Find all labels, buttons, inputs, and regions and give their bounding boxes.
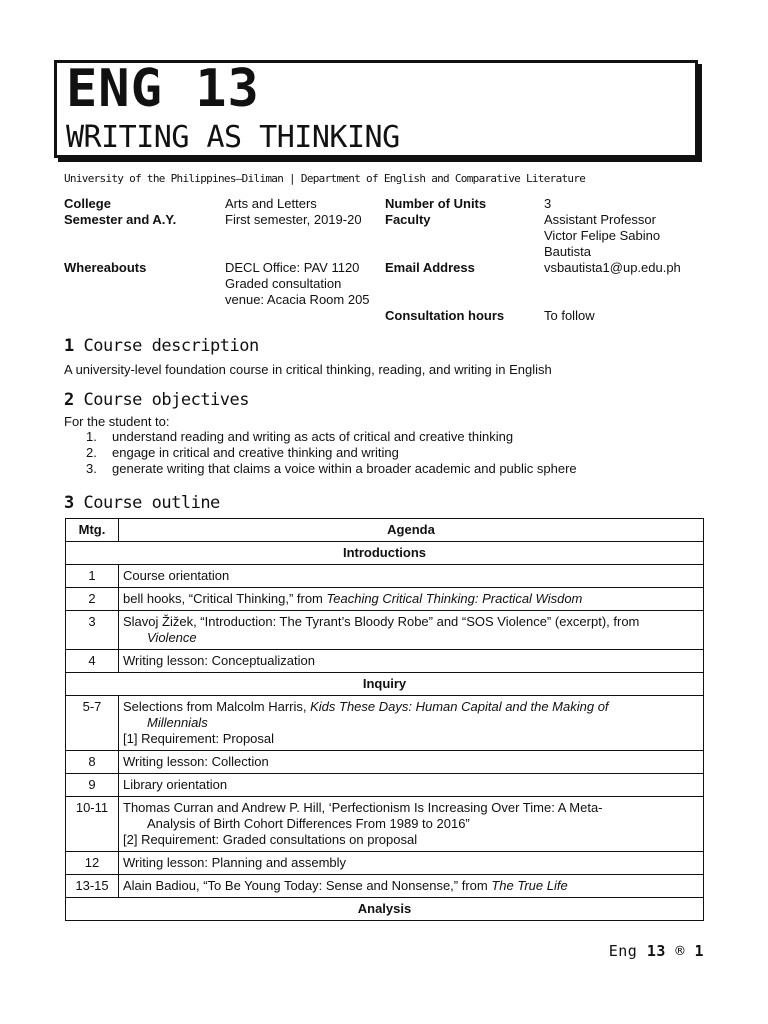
university-line: University of the Philippines—Diliman | Department of English and Comparative Literature — [64, 172, 586, 185]
course-title-box — [54, 60, 698, 158]
objective-item: 3. generate writing that claims a voice within a broader academic and public sphere — [86, 461, 577, 476]
table-row: 5-7 Selections from Malcolm Harris, Kids These Days: Human Capital and the Making of Millennials [1] Requirement: Proposal — [66, 696, 704, 751]
section-heading-objectives: 2 Course objectives — [64, 390, 249, 410]
table-row: 10-11 Thomas Curran and Andrew P. Hill, ‘Perfectionism Is Increasing Over Time: A Meta- Analysis of Birth Cohort Differences From 1989 to 2016” [2] Requirement: Graded consultations on proposal — [66, 797, 704, 852]
table-header-row — [66, 519, 704, 542]
objectives-list — [86, 429, 577, 477]
objective-item: 2. engage in critical and creative thinking and writing — [86, 445, 399, 460]
objective-item: 1. understand reading and writing as acts of critical and creative thinking — [86, 429, 514, 444]
course-title: WRITING AS THINKING — [66, 120, 400, 155]
objectives-intro: For the student to: — [64, 414, 170, 429]
faculty-value-line: Bautista — [544, 244, 591, 259]
table-row: 9 Library orientation — [66, 774, 704, 797]
faculty-label: Faculty — [385, 212, 431, 227]
email-value: vsbautista1@up.edu.ph — [544, 260, 681, 275]
semester-value: First semester, 2019-20 — [225, 212, 362, 227]
footer-course: Eng — [608, 942, 638, 960]
whereabouts-value — [225, 260, 370, 308]
page-footer — [609, 942, 704, 960]
table-row: 8 Writing lesson: Collection — [66, 751, 704, 774]
table-row: 3 Slavoj Žižek, “Introduction: The Tyrant’s Bloody Robe” and “SOS Violence” (excerpt), from Violence — [66, 611, 704, 650]
table-row: 12 Writing lesson: Planning and assembly — [66, 852, 704, 875]
footer-number: 13 — [646, 942, 666, 960]
semester-label: Semester and A.Y. — [64, 212, 177, 227]
table-section-row: Introductions — [66, 542, 704, 565]
course-description-text: A university-level foundation course in critical thinking, reading, and writing in English — [64, 362, 552, 377]
section-heading-outline: 3 Course outline — [64, 493, 220, 513]
consult-label: Consultation hours — [385, 308, 505, 323]
page-number: 1 — [694, 942, 704, 960]
table-row: 2 bell hooks, “Critical Thinking,” from Teaching Critical Thinking: Practical Wisdom — [66, 588, 704, 611]
whereabouts-label: Whereabouts — [64, 260, 147, 275]
whereabouts-line: venue: Acacia Room 205 — [225, 292, 370, 307]
email-label: Email Address — [385, 260, 475, 275]
column-header-mtg: Mtg. — [66, 519, 119, 542]
table-row: 13-15 Alain Badiou, “To Be Young Today: Sense and Nonsense,” from The True Life — [66, 875, 704, 898]
whereabouts-line: Graded consultation — [225, 276, 342, 291]
course-outline-table — [65, 518, 704, 921]
consult-value: To follow — [544, 308, 595, 323]
units-label: Number of Units — [385, 196, 487, 211]
faculty-value — [544, 212, 660, 260]
footer-separator: ® — [675, 942, 685, 960]
units-value: 3 — [544, 196, 552, 211]
whereabouts-line: DECL Office: PAV 1120 — [225, 260, 360, 275]
faculty-value-line: Victor Felipe Sabino — [544, 228, 661, 243]
section-heading-description: 1 Course description — [64, 336, 259, 356]
table-row: 1 Course orientation — [66, 565, 704, 588]
college-label: College — [64, 196, 111, 211]
table-row: 4 Writing lesson: Conceptualization — [66, 650, 704, 673]
college-value: Arts and Letters — [225, 196, 317, 211]
column-header-agenda: Agenda — [119, 519, 704, 542]
faculty-value-line: Assistant Professor — [544, 212, 656, 227]
course-code: ENG 13 — [66, 59, 260, 119]
table-section-row: Analysis — [66, 898, 704, 921]
table-section-row: Inquiry — [66, 673, 704, 696]
